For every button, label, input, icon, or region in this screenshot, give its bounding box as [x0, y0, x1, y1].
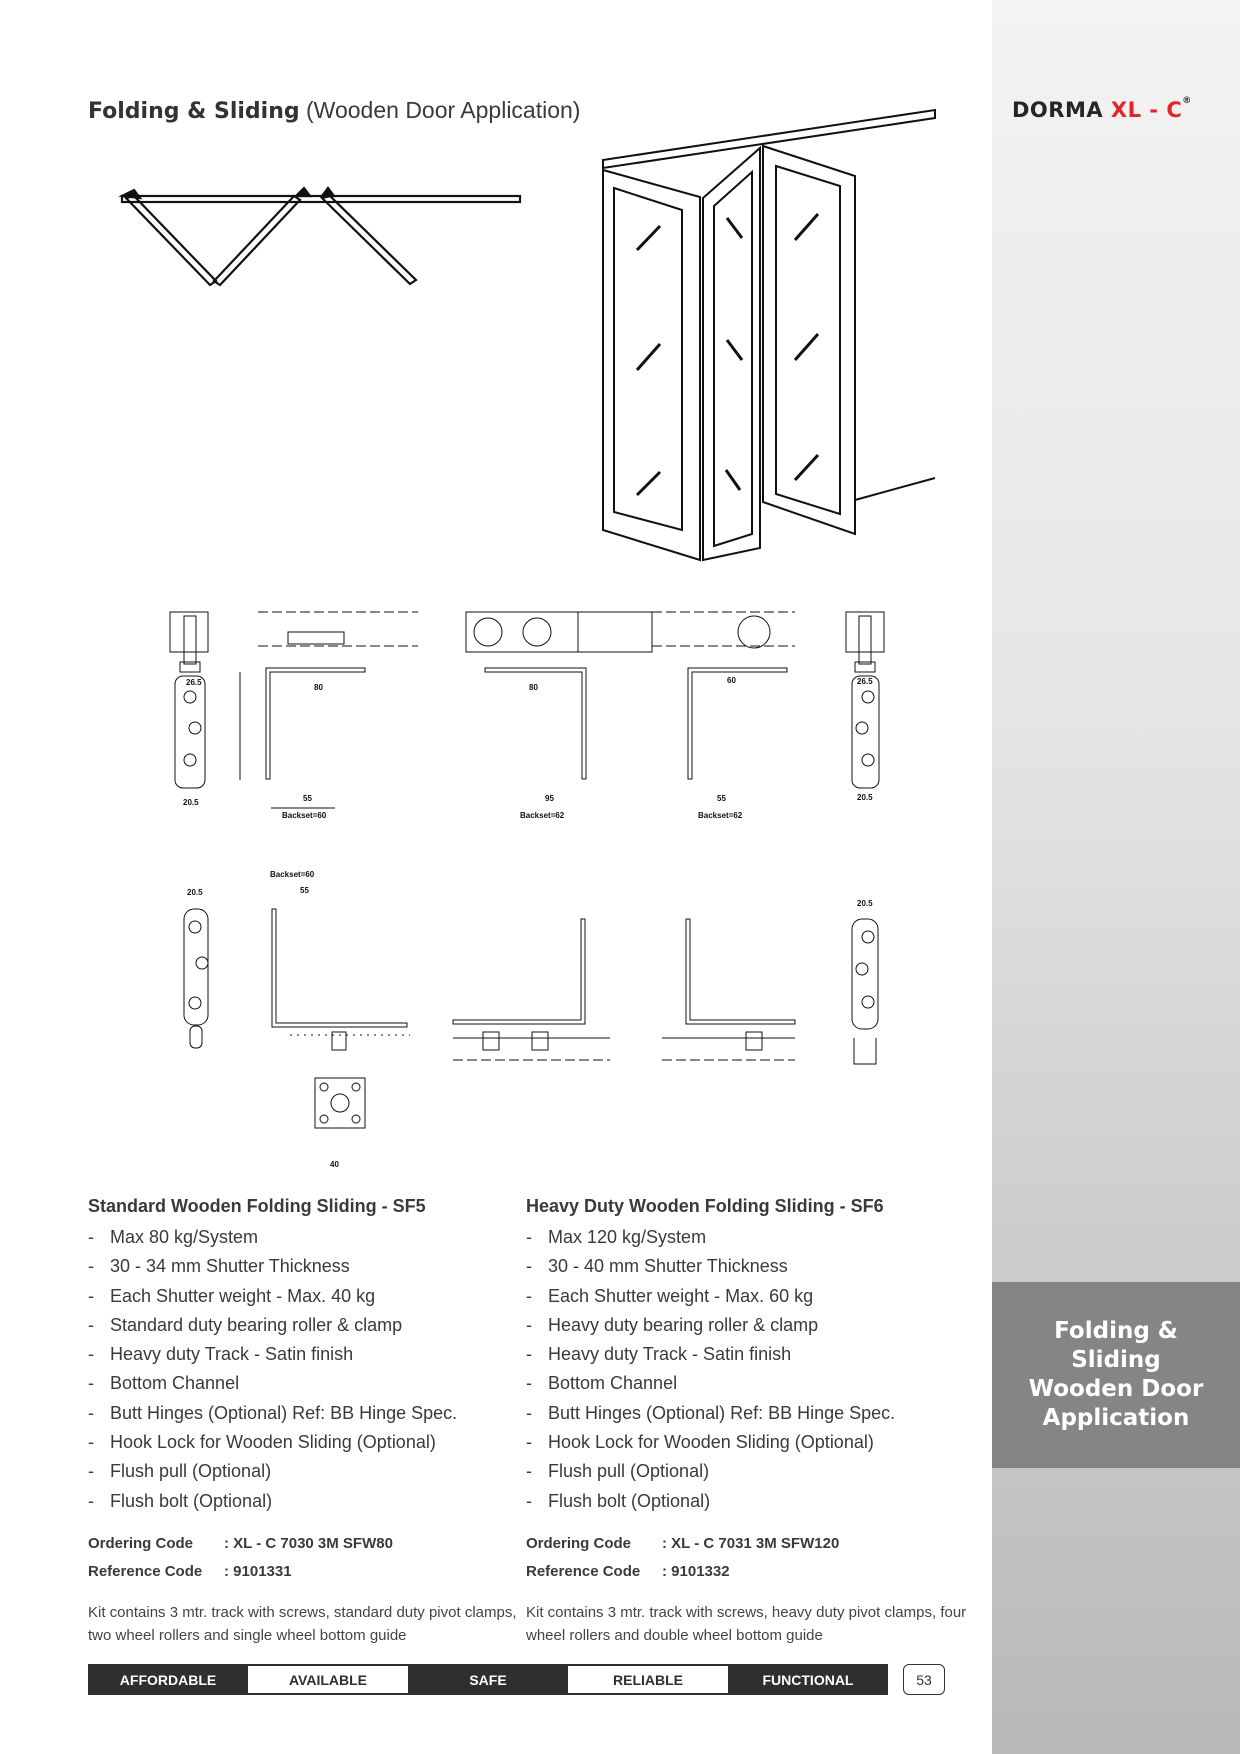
list-item: - Flush bolt (Optional) — [88, 1487, 528, 1516]
footer-tag: RELIABLE — [568, 1666, 728, 1693]
list-item: - Hook Lock for Wooden Sliding (Optional) — [88, 1428, 528, 1457]
bottom-guide-drawings — [184, 909, 878, 1128]
folding-door-plan-icon — [122, 188, 520, 285]
product-sf5 — [88, 1196, 528, 1516]
footer-tag: AFFORDABLE — [119, 1671, 217, 1688]
feature-list — [526, 1223, 966, 1516]
brand-logo — [1012, 98, 1192, 122]
product-heading: Standard Wooden Folding Sliding - SF5 — [88, 1196, 426, 1216]
list-item: - Max 80 kg/System — [88, 1223, 528, 1252]
list-item: - Flush pull (Optional) — [88, 1457, 528, 1486]
sidebar-gradient — [992, 0, 1240, 1754]
folding-door-perspective-icon — [603, 110, 935, 560]
list-item: - Heavy duty bearing roller & clamp — [526, 1311, 966, 1340]
list-item: - Bottom Channel — [526, 1369, 966, 1398]
list-item: - Butt Hinges (Optional) Ref: BB Hinge Spec. — [88, 1399, 528, 1428]
page-title-bold: Folding & Sliding — [88, 99, 300, 124]
footer-tag: SAFE — [469, 1671, 507, 1688]
list-item: - Butt Hinges (Optional) Ref: BB Hinge Spec. — [526, 1399, 966, 1428]
reference-code-label: Reference Code — [526, 1563, 641, 1580]
footer-tag: AVAILABLE — [248, 1666, 408, 1693]
brand-product: XL - C — [1110, 98, 1183, 122]
footer-tag: FUNCTIONAL — [762, 1671, 854, 1688]
ordering-code-label: Ordering Code — [88, 1535, 194, 1552]
reference-code-label: Reference Code — [88, 1563, 203, 1580]
ordering-code-value: : XL - C 7031 3M SFW120 — [662, 1535, 840, 1552]
footer-tag-bar — [88, 1664, 888, 1695]
list-item: - Bottom Channel — [88, 1369, 528, 1398]
ordering-code-label: Ordering Code — [526, 1535, 632, 1552]
kit-description-sf6: Kit contains 3 mtr. track with screws, heavy duty pivot clamps, four wheel rollers and double wheel bottom guide — [526, 1604, 967, 1644]
page-title-sub: (Wooden Door Application) — [306, 97, 581, 123]
list-item: - Each Shutter weight - Max. 60 kg — [526, 1282, 966, 1311]
dim-label: 80 — [529, 683, 538, 692]
feature-list — [88, 1223, 528, 1516]
product-sf6 — [526, 1196, 966, 1516]
list-item: - Heavy duty Track - Satin finish — [88, 1340, 528, 1369]
list-item: - Heavy duty Track - Satin finish — [526, 1340, 966, 1369]
list-item: - Standard duty bearing roller & clamp — [88, 1311, 528, 1340]
section-tab — [992, 1282, 1240, 1468]
list-item: - Flush pull (Optional) — [526, 1457, 966, 1486]
list-item: - Hook Lock for Wooden Sliding (Optional) — [526, 1428, 966, 1457]
dim-label: Backset=60 — [270, 870, 315, 879]
dim-label: 20.5 — [857, 899, 873, 908]
list-item: - Each Shutter weight - Max. 40 kg — [88, 1282, 528, 1311]
codes-sf6 — [526, 1535, 839, 1591]
dim-label: Backset=62 — [698, 811, 743, 820]
dim-label: 20.5 — [187, 888, 203, 897]
dim-label: 55 — [303, 794, 312, 803]
brand-name: DORMA — [1012, 98, 1104, 122]
dim-label: 60 — [727, 676, 736, 685]
dim-label: 55 — [717, 794, 726, 803]
dim-label: 26.5 — [186, 678, 202, 687]
dim-label: Backset=62 — [520, 811, 565, 820]
reference-code-value: : 9101332 — [662, 1563, 730, 1580]
kit-description-sf5: Kit contains 3 mtr. track with screws, standard duty pivot clamps, two wheel rollers and single wheel bottom guide — [88, 1604, 517, 1644]
list-item: - 30 - 40 mm Shutter Thickness — [526, 1252, 966, 1281]
dim-label: 80 — [314, 683, 323, 692]
dim-label: 40 — [330, 1160, 339, 1169]
product-heading: Heavy Duty Wooden Folding Sliding - SF6 — [526, 1196, 884, 1216]
registered-mark: ® — [1182, 96, 1192, 106]
dim-label: 20.5 — [857, 793, 873, 802]
dim-label: 26.5 — [857, 677, 873, 686]
section-tab-label: Folding & Sliding Wooden Door Application — [1028, 1318, 1204, 1431]
page-number: 53 — [903, 1664, 945, 1695]
roller-elevation-drawings — [170, 612, 884, 808]
codes-sf5 — [88, 1535, 393, 1591]
dimension-labels — [183, 676, 873, 1169]
list-item: - Flush bolt (Optional) — [526, 1487, 966, 1516]
dim-label: Backset=60 — [282, 811, 327, 820]
ordering-code-value: : XL - C 7030 3M SFW80 — [224, 1535, 393, 1552]
dim-label: 20.5 — [183, 798, 199, 807]
list-item: - Max 120 kg/System — [526, 1223, 966, 1252]
dim-label: 95 — [545, 794, 554, 803]
list-item: - 30 - 34 mm Shutter Thickness — [88, 1252, 528, 1281]
reference-code-value: : 9101331 — [224, 1563, 292, 1580]
dim-label: 55 — [300, 886, 309, 895]
